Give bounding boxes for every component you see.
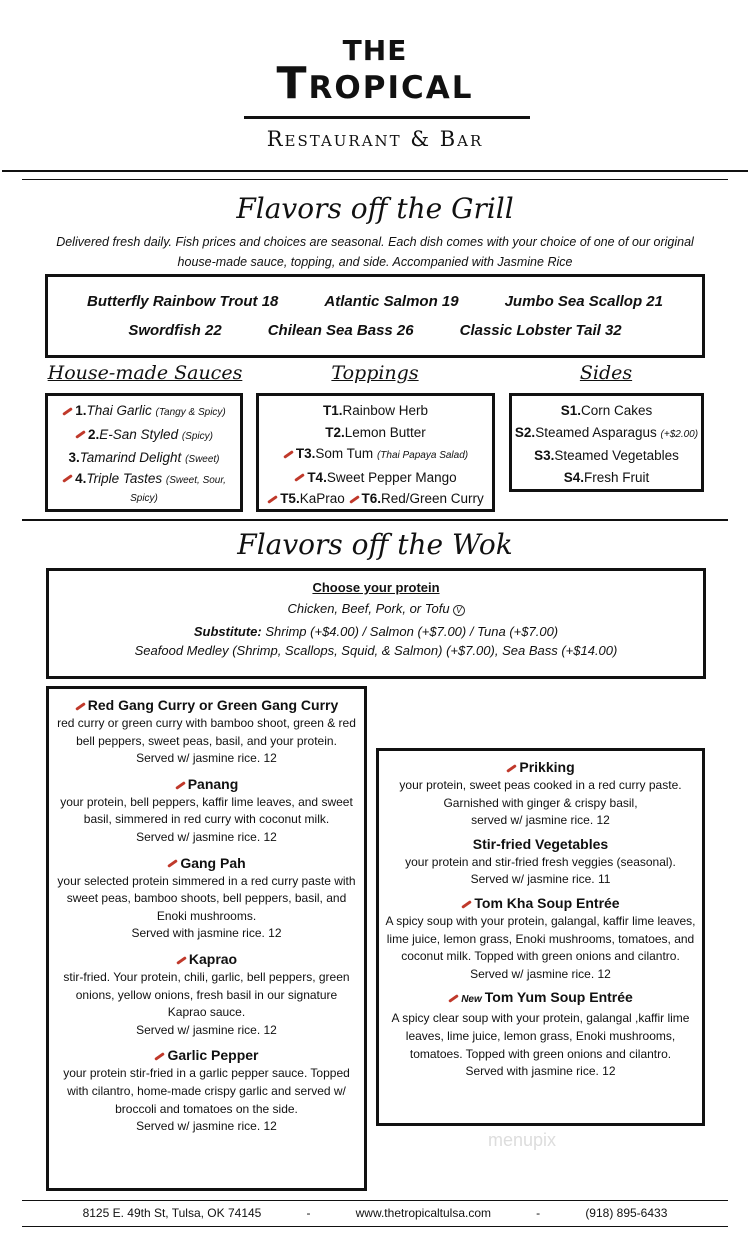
item-note: (Sweet, Sour, Spicy) bbox=[130, 474, 226, 504]
dish bbox=[385, 757, 696, 830]
item-code: 4. bbox=[75, 470, 87, 486]
chili-icon bbox=[176, 956, 187, 965]
sauces-item bbox=[48, 447, 240, 471]
vegetarian-icon: V bbox=[453, 605, 464, 616]
dish-title bbox=[57, 853, 356, 873]
separator: - bbox=[306, 1206, 311, 1220]
sides-title: Sides bbox=[579, 362, 633, 384]
chili-icon bbox=[349, 495, 360, 504]
fish-item: Atlantic Salmon 19 bbox=[324, 293, 459, 310]
dish-serving: Served w/ jasmine rice. 11 bbox=[470, 872, 611, 887]
dish-name: Kaprao bbox=[188, 950, 238, 967]
substitute-text: Shrimp (+$4.00) / Salmon (+$7.00) / Tuna (+$7.00) bbox=[261, 624, 559, 639]
sides-item bbox=[512, 422, 701, 446]
toppings-item bbox=[259, 467, 492, 489]
item-code: S3. bbox=[534, 448, 555, 463]
logo-divider bbox=[244, 116, 530, 119]
item-code: S4. bbox=[563, 469, 584, 485]
phone[interactable]: (918) 895-6433 bbox=[585, 1206, 668, 1220]
dish-serving: Served w/ jasmine rice. 12 bbox=[470, 966, 611, 981]
toppings-item bbox=[259, 443, 492, 467]
dish-description: your protein stir-fried in a garlic pepper sauce. Topped with cilantro, home-made crispy garlic and served w/ broccoli and tomatoes on the side. bbox=[63, 1066, 350, 1116]
dish-description: stir-fried. Your protein, chili, garlic, bell peppers, green onions, yellow onions, fresh basil in our signature Kaprao sauce. bbox=[63, 969, 350, 1020]
dish bbox=[385, 893, 696, 983]
chili-icon bbox=[283, 450, 294, 459]
dish-description: your selected protein simmered in a red curry paste with sweet peas, bamboo shoots, bell peppers, basil, and Enoki mushrooms. bbox=[57, 873, 356, 923]
toppings-box bbox=[256, 393, 495, 512]
chili-icon bbox=[448, 994, 459, 1003]
chili-icon bbox=[75, 431, 86, 440]
protein-options: Chicken, Beef, Pork, or Tofu bbox=[287, 601, 450, 616]
item-name: Thai Garlic bbox=[86, 403, 152, 418]
wok-title: Flavors off the Wok bbox=[237, 528, 513, 561]
chili-icon bbox=[155, 1052, 166, 1061]
footer bbox=[0, 1206, 750, 1220]
dish-serving: Served w/ jasmine rice. 12 bbox=[136, 1022, 277, 1037]
chili-icon bbox=[462, 900, 473, 909]
dish-name: Gang Pah bbox=[180, 854, 246, 871]
protein-box bbox=[46, 568, 706, 679]
website-link[interactable]: www.thetropicaltulsa.com bbox=[355, 1206, 492, 1220]
chili-icon bbox=[175, 781, 186, 790]
dish-description: your protein, bell peppers, kaffir lime leaves, and sweet basil, simmered in red curry with coconut milk. bbox=[60, 794, 353, 827]
logo-name: Tropical bbox=[276, 58, 474, 109]
fish-item: Swordfish 22 bbox=[128, 322, 222, 339]
item-name: Fresh Fruit bbox=[584, 469, 650, 485]
dish bbox=[57, 1045, 356, 1135]
dish-name: Garlic Pepper bbox=[167, 1047, 259, 1064]
item-code: T1. bbox=[322, 403, 343, 418]
dish-title bbox=[385, 893, 696, 913]
logo-the: THE bbox=[342, 34, 408, 67]
item-code: T3. bbox=[295, 446, 316, 461]
logo-subtitle: Restaurant & Bar bbox=[266, 127, 484, 151]
address: 8125 E. 49th St, Tulsa, OK 74145 bbox=[82, 1206, 262, 1220]
toppings-item bbox=[259, 400, 492, 422]
item-name: Steamed Vegetables bbox=[554, 448, 679, 463]
dish bbox=[385, 987, 696, 1080]
item-code: T6. bbox=[361, 491, 382, 506]
right-dishes-box bbox=[376, 748, 705, 1126]
dish-serving: Served w/ jasmine rice. 12 bbox=[136, 751, 277, 766]
item-code: 2. bbox=[88, 426, 100, 442]
divider bbox=[22, 1226, 728, 1227]
protein-title: Choose your protein bbox=[312, 580, 440, 595]
dish bbox=[57, 695, 356, 768]
fish-item: Chilean Sea Bass 26 bbox=[267, 322, 414, 339]
dish-description: A spicy soup with your protein, galangal, kaffir lime leaves, lime juice, lemon grass, Enoki mushrooms, tomatoes, and coconut milk. Topped with green onions and cilantro. bbox=[385, 913, 696, 964]
toppings-item bbox=[259, 422, 492, 444]
item-note: (Tangy & Spicy) bbox=[155, 407, 226, 418]
dish-serving: Served w/ jasmine rice. 12 bbox=[136, 1119, 277, 1134]
item-name: Red/Green Curry bbox=[381, 491, 484, 506]
sauces-item bbox=[48, 424, 240, 448]
item-name: Tamarind Delight bbox=[79, 450, 182, 465]
dish-name: Tom Kha Soup Entrée bbox=[474, 894, 620, 911]
item-code: S1. bbox=[560, 403, 581, 418]
seafood-text: Seafood Medley (Shrimp, Scallops, Squid, & Salmon) (+$7.00), Sea Bass (+$14.00) bbox=[134, 643, 618, 658]
chili-icon bbox=[507, 764, 518, 773]
fish-item: Jumbo Sea Scallop 21 bbox=[504, 293, 663, 310]
item-note: (Spicy) bbox=[181, 430, 213, 442]
sides-item bbox=[512, 400, 701, 422]
item-code: T5. bbox=[280, 491, 300, 506]
item-note: (Thai Papaya Salad) bbox=[376, 450, 469, 461]
dish bbox=[57, 774, 356, 847]
item-name: Som Tum bbox=[315, 446, 374, 461]
toppings-title: Toppings bbox=[331, 362, 419, 384]
dish-description: red curry or green curry with bamboo shoot, green & red bell peppers, sweet peas, basil, and your protein. bbox=[57, 716, 356, 748]
watermark: menupix bbox=[488, 1130, 557, 1150]
item-name: Sweet Pepper Mango bbox=[326, 469, 457, 485]
item-code: S2. bbox=[514, 424, 536, 440]
chili-icon bbox=[75, 702, 86, 711]
dish-serving: Served with jasmine rice. 12 bbox=[465, 1064, 616, 1079]
sauces-item bbox=[48, 471, 240, 507]
dish bbox=[57, 949, 356, 1039]
sides-item bbox=[512, 467, 701, 489]
divider bbox=[22, 1200, 728, 1201]
grill-desc: Delivered fresh daily. Fish prices and choices are seasonal. Each dish comes with your choice of one of our original house-made sauce, topping, and side. Accompanied with Jasmine Rice bbox=[56, 235, 694, 269]
item-code: T4. bbox=[307, 469, 327, 485]
dish-serving: Served with jasmine rice. 12 bbox=[131, 926, 282, 941]
substitute-label: Substitute: bbox=[193, 624, 262, 639]
dish-title bbox=[57, 774, 356, 794]
sides-box bbox=[509, 393, 704, 492]
dish bbox=[385, 834, 696, 889]
dish-name: Prikking bbox=[519, 759, 575, 775]
item-name: Rainbow Herb bbox=[342, 403, 429, 418]
fish-box bbox=[45, 274, 705, 358]
item-name: Lemon Butter bbox=[344, 424, 426, 440]
dish-description: your protein, sweet peas cooked in a red curry paste. Garnished with ginger & crispy basil, bbox=[399, 778, 682, 810]
chili-icon bbox=[167, 859, 178, 868]
dish-name: Tom Yum Soup Entrée bbox=[484, 989, 633, 1006]
chili-icon bbox=[62, 475, 73, 484]
sauces-item bbox=[48, 400, 240, 424]
chili-icon bbox=[267, 495, 278, 504]
dish-name: Panang bbox=[187, 775, 239, 792]
dish-serving: Served w/ jasmine rice. 12 bbox=[136, 829, 277, 844]
item-name: E-San Styled bbox=[99, 426, 179, 442]
chili-icon bbox=[62, 407, 73, 416]
dish-title bbox=[57, 695, 356, 715]
chili-icon bbox=[294, 474, 305, 483]
sauces-box bbox=[45, 393, 243, 512]
dish-name: Stir-fried Vegetables bbox=[472, 835, 609, 852]
left-dishes-box bbox=[46, 686, 367, 1191]
dish-title bbox=[385, 834, 696, 854]
item-name: KaPrao bbox=[299, 491, 345, 506]
dish-title bbox=[57, 949, 356, 969]
dish-title bbox=[57, 1045, 356, 1065]
dish-description: your protein and stir-fried fresh veggies (seasonal). bbox=[405, 854, 676, 869]
new-badge: New bbox=[461, 994, 482, 1006]
item-name: Corn Cakes bbox=[580, 403, 653, 418]
dish-serving: served w/ jasmine rice. 12 bbox=[471, 813, 610, 828]
sides-item bbox=[512, 445, 701, 467]
item-code: 3. bbox=[68, 450, 80, 465]
item-name: Steamed Asparagus bbox=[535, 424, 657, 440]
sauces-title: House-made Sauces bbox=[47, 362, 243, 384]
dish bbox=[57, 853, 356, 943]
dish-title bbox=[385, 757, 696, 777]
grill-title: Flavors off the Grill bbox=[236, 192, 514, 225]
separator: - bbox=[536, 1206, 541, 1220]
item-code: 1. bbox=[75, 403, 87, 418]
dish-name: Red Gang Curry or Green Gang Curry bbox=[87, 697, 339, 713]
dish-description: A spicy clear soup with your protein, galangal ,kaffir lime leaves, lime juice, lemon grass, Enoki mushrooms, tomatoes. Topped with green onions and cilantro. bbox=[391, 1011, 690, 1061]
divider bbox=[2, 170, 748, 172]
divider bbox=[22, 179, 728, 180]
item-name: Triple Tastes bbox=[86, 470, 163, 486]
toppings-item bbox=[259, 488, 492, 510]
item-note: (Sweet) bbox=[185, 454, 220, 465]
fish-item: Classic Lobster Tail 32 bbox=[459, 322, 622, 339]
dish-title bbox=[385, 987, 696, 1010]
item-note: (+$2.00) bbox=[660, 428, 699, 440]
divider bbox=[22, 519, 728, 521]
fish-item: Butterfly Rainbow Trout 18 bbox=[86, 293, 279, 310]
item-code: T2. bbox=[325, 424, 345, 440]
